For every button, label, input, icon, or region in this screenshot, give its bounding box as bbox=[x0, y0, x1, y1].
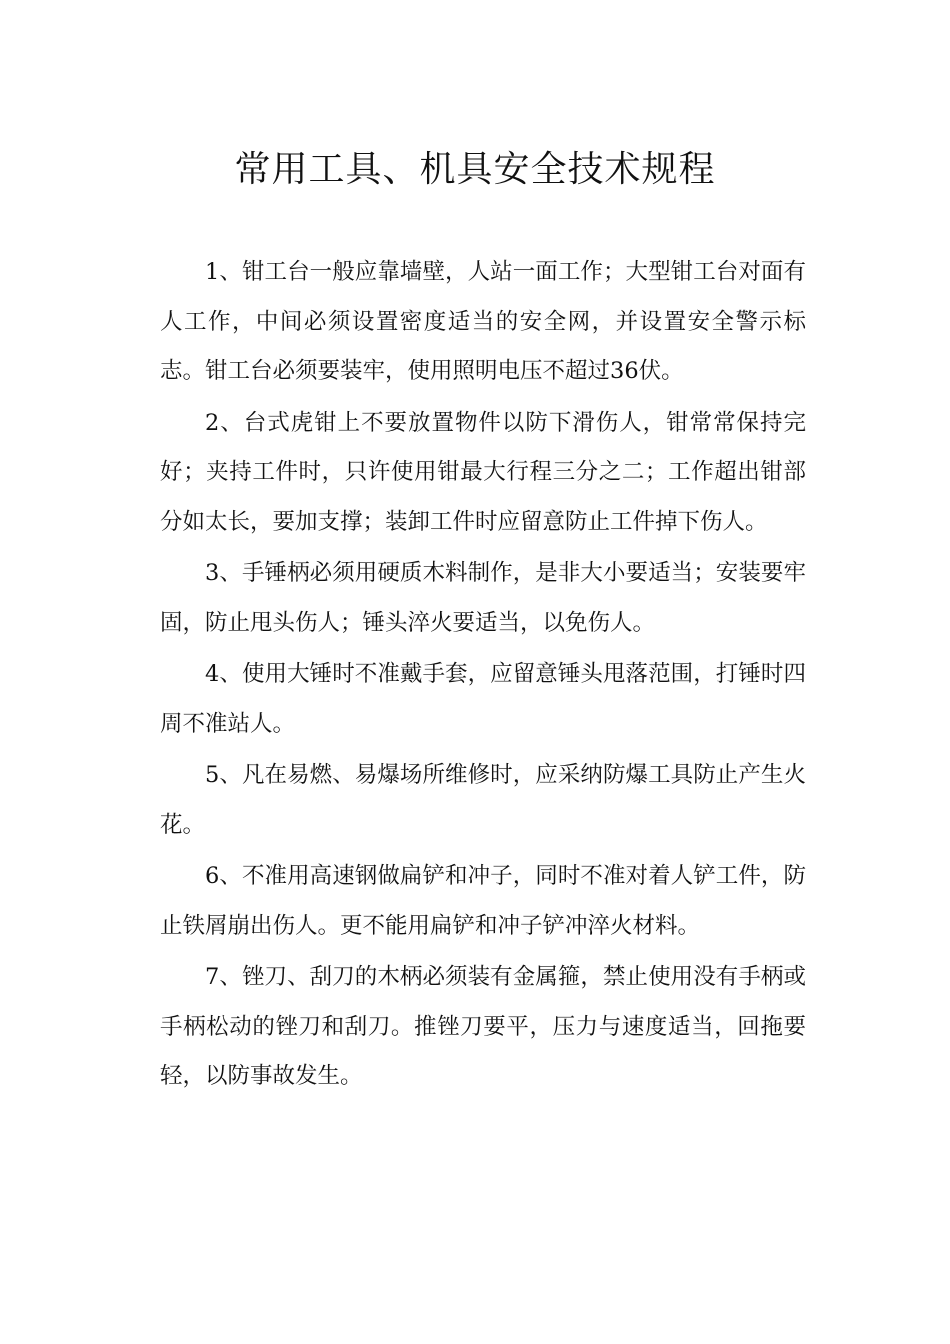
paragraph-3: 3、手锤柄必须用硬质木料制作，是非大小要适当；安装要牢固，防止甩头伤人；锤头淬火要适当，以免伤人。 bbox=[160, 560, 806, 636]
paragraph-6: 6、不准用高速钢做扁铲和冲子，同时不准对着人铲工件，防止铁屑崩出伤人。更不能用扁铲和冲子铲冲淬火材料。 bbox=[160, 863, 806, 939]
paragraph-1: 1、钳工台一般应靠墙壁，人站一面工作；大型钳工台对面有人工作，中间必须设置密度适当的安全网，并设置安全警示标志。钳工台必须要装牢，使用照明电压不超过36伏。 bbox=[160, 259, 806, 384]
paragraph-2: 2、台式虎钳上不要放置物件以防下滑伤人，钳常常保持完好；夹持工件时，只许使用钳最大行程三分之二；工作超出钳部分如太长，要加支撑；装卸工件时应留意防止工件掉下伤人。 bbox=[160, 409, 806, 535]
document-title: 常用工具、机具安全技术规程 bbox=[234, 149, 716, 190]
document-body bbox=[160, 248, 806, 1102]
paragraph-4: 4、使用大锤时不准戴手套，应留意锤头甩落范围，打锤时四周不准站人。 bbox=[160, 661, 806, 737]
paragraph-5: 5、凡在易燃、易爆场所维修时，应采纳防爆工具防止产生火花。 bbox=[160, 762, 806, 838]
paragraph-7: 7、锉刀、刮刀的木柄必须装有金属箍，禁止使用没有手柄或手柄松动的锉刀和刮刀。推锉刀要平，压力与速度适当，回拖要轻，以防事故发生。 bbox=[160, 964, 806, 1089]
